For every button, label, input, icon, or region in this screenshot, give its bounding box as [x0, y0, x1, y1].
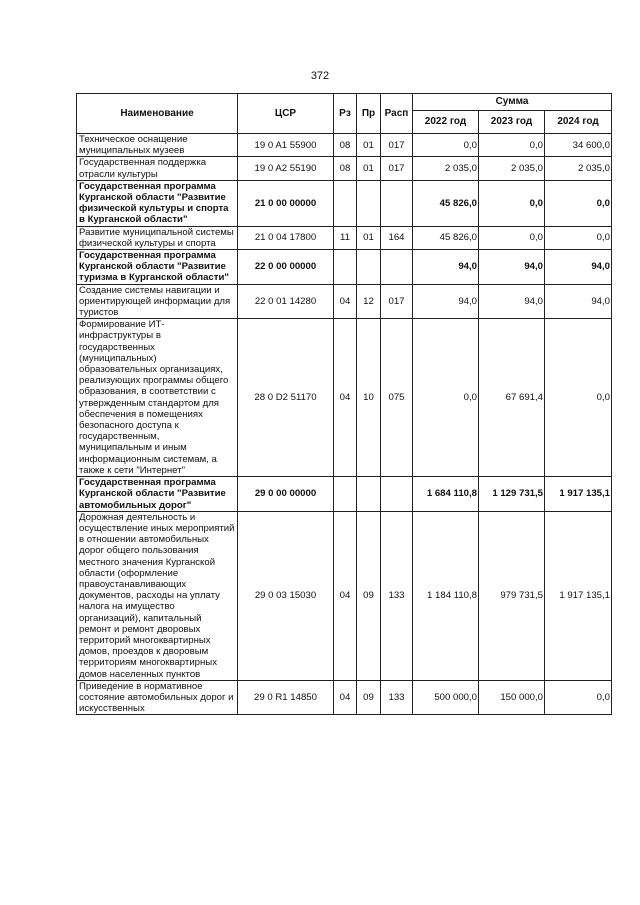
header-year-2022: 2022 год: [413, 111, 479, 134]
row-rz-cell: [334, 250, 357, 285]
row-name-cell: Государственная программа Курганской области "Развитие физической культуры и спорта в Курганской области": [77, 180, 238, 226]
table-body: [77, 134, 612, 715]
table-row: [77, 250, 612, 285]
row-2022-cell: 0,0: [413, 319, 479, 477]
row-pr-cell: 09: [357, 511, 381, 680]
header-year-2023: 2023 год: [479, 111, 545, 134]
row-name-cell: Государственная поддержка отрасли культуры: [77, 157, 238, 180]
table-header: [77, 94, 612, 134]
page-number: 372: [310, 70, 330, 82]
row-2023-cell: 0,0: [479, 180, 545, 226]
row-rz-cell: 04: [334, 284, 357, 319]
header-year-2024: 2024 год: [545, 111, 612, 134]
row-csr-cell: 22 0 00 00000: [238, 250, 334, 285]
row-2023-cell: 979 731,5: [479, 511, 545, 680]
header-sum: Сумма: [413, 94, 612, 111]
row-rz-cell: [334, 180, 357, 226]
row-csr-cell: 21 0 00 00000: [238, 180, 334, 226]
row-rasp-cell: 075: [381, 319, 413, 477]
row-2023-cell: 1 129 731,5: [479, 477, 545, 512]
row-rasp-cell: 164: [381, 226, 413, 249]
row-2022-cell: 94,0: [413, 284, 479, 319]
row-rasp-cell: 017: [381, 134, 413, 157]
header-csr: ЦСР: [238, 94, 334, 134]
row-rasp-cell: [381, 477, 413, 512]
row-rz-cell: 11: [334, 226, 357, 249]
header-name: Наименование: [77, 94, 238, 134]
row-2022-cell: 0,0: [413, 134, 479, 157]
row-name-cell: Формирование ИТ-инфраструктуры в государственных (муниципальных) образовательных организациях, реализующих программы общего образования, в соответствии с утвержденным стандартом для обеспечения в помещениях безопасного доступа к государственным, муниципальным и иным информационным системам, а также к сети "Интернет": [77, 319, 238, 477]
row-rasp-cell: 017: [381, 284, 413, 319]
row-rasp-cell: 133: [381, 511, 413, 680]
row-pr-cell: [357, 250, 381, 285]
row-2023-cell: 0,0: [479, 226, 545, 249]
row-name-cell: Дорожная деятельность и осуществление иных мероприятий в отношении автомобильных дорог общего пользования местного значения Курганской области (оформление правоустанавливающих документов, расходы на уплату налога на имущество организаций), капитальный ремонт и ремонт дворовых территорий многоквартирных домов, проездов к дворовым территориям многоквартирных домов населенных пунктов: [77, 511, 238, 680]
row-2024-cell: 1 917 135,1: [545, 511, 612, 680]
row-name-cell: Приведение в нормативное состояние автомобильных дорог и искусственных: [77, 680, 238, 715]
row-2023-cell: 94,0: [479, 284, 545, 319]
row-2024-cell: 0,0: [545, 226, 612, 249]
row-pr-cell: 10: [357, 319, 381, 477]
row-2024-cell: 0,0: [545, 180, 612, 226]
row-csr-cell: 29 0 00 00000: [238, 477, 334, 512]
row-rz-cell: 04: [334, 511, 357, 680]
header-rasp: Расп: [381, 94, 413, 134]
row-2024-cell: 1 917 135,1: [545, 477, 612, 512]
table-row: [77, 180, 612, 226]
row-2022-cell: 500 000,0: [413, 680, 479, 715]
row-2022-cell: 94,0: [413, 250, 479, 285]
row-csr-cell: 22 0 01 14280: [238, 284, 334, 319]
row-name-cell: Создание системы навигации и ориентирующей информации для туристов: [77, 284, 238, 319]
row-2022-cell: 1 184 110,8: [413, 511, 479, 680]
row-rz-cell: 04: [334, 680, 357, 715]
row-2024-cell: 0,0: [545, 680, 612, 715]
row-csr-cell: 29 0 R1 14850: [238, 680, 334, 715]
row-csr-cell: 21 0 04 17800: [238, 226, 334, 249]
row-2023-cell: 2 035,0: [479, 157, 545, 180]
row-pr-cell: [357, 180, 381, 226]
row-name-cell: Развитие муниципальной системы физической культуры и спорта: [77, 226, 238, 249]
row-pr-cell: 01: [357, 226, 381, 249]
row-2022-cell: 2 035,0: [413, 157, 479, 180]
row-pr-cell: 01: [357, 157, 381, 180]
row-rasp-cell: [381, 250, 413, 285]
row-2022-cell: 1 684 110,8: [413, 477, 479, 512]
row-rasp-cell: [381, 180, 413, 226]
row-pr-cell: [357, 477, 381, 512]
row-2023-cell: 94,0: [479, 250, 545, 285]
row-pr-cell: 01: [357, 134, 381, 157]
row-name-cell: Государственная программа Курганской области "Развитие автомобильных дорог": [77, 477, 238, 512]
table-row: [77, 284, 612, 319]
row-csr-cell: 29 0 03 15030: [238, 511, 334, 680]
row-2023-cell: 150 000,0: [479, 680, 545, 715]
row-2024-cell: 94,0: [545, 250, 612, 285]
row-2022-cell: 45 826,0: [413, 180, 479, 226]
row-rz-cell: [334, 477, 357, 512]
table-row: [77, 477, 612, 512]
row-csr-cell: 19 0 A2 55190: [238, 157, 334, 180]
header-rz: Рз: [334, 94, 357, 134]
row-pr-cell: 09: [357, 680, 381, 715]
row-csr-cell: 28 0 D2 51170: [238, 319, 334, 477]
row-2024-cell: 0,0: [545, 319, 612, 477]
table-row: [77, 134, 612, 157]
table-row: [77, 319, 612, 477]
row-2022-cell: 45 826,0: [413, 226, 479, 249]
row-rasp-cell: 017: [381, 157, 413, 180]
budget-table: [76, 93, 612, 715]
row-csr-cell: 19 0 A1 55900: [238, 134, 334, 157]
row-rz-cell: 04: [334, 319, 357, 477]
row-2023-cell: 0,0: [479, 134, 545, 157]
row-2023-cell: 67 691,4: [479, 319, 545, 477]
row-rasp-cell: 133: [381, 680, 413, 715]
header-pr: Пр: [357, 94, 381, 134]
row-name-cell: Техническое оснащение муниципальных музеев: [77, 134, 238, 157]
table-row: [77, 511, 612, 680]
table-row: [77, 157, 612, 180]
row-rz-cell: 08: [334, 134, 357, 157]
row-name-cell: Государственная программа Курганской области "Развитие туризма в Курганской области": [77, 250, 238, 285]
row-2024-cell: 2 035,0: [545, 157, 612, 180]
row-pr-cell: 12: [357, 284, 381, 319]
row-2024-cell: 94,0: [545, 284, 612, 319]
row-2024-cell: 34 600,0: [545, 134, 612, 157]
table-row: [77, 680, 612, 715]
table-row: [77, 226, 612, 249]
row-rz-cell: 08: [334, 157, 357, 180]
